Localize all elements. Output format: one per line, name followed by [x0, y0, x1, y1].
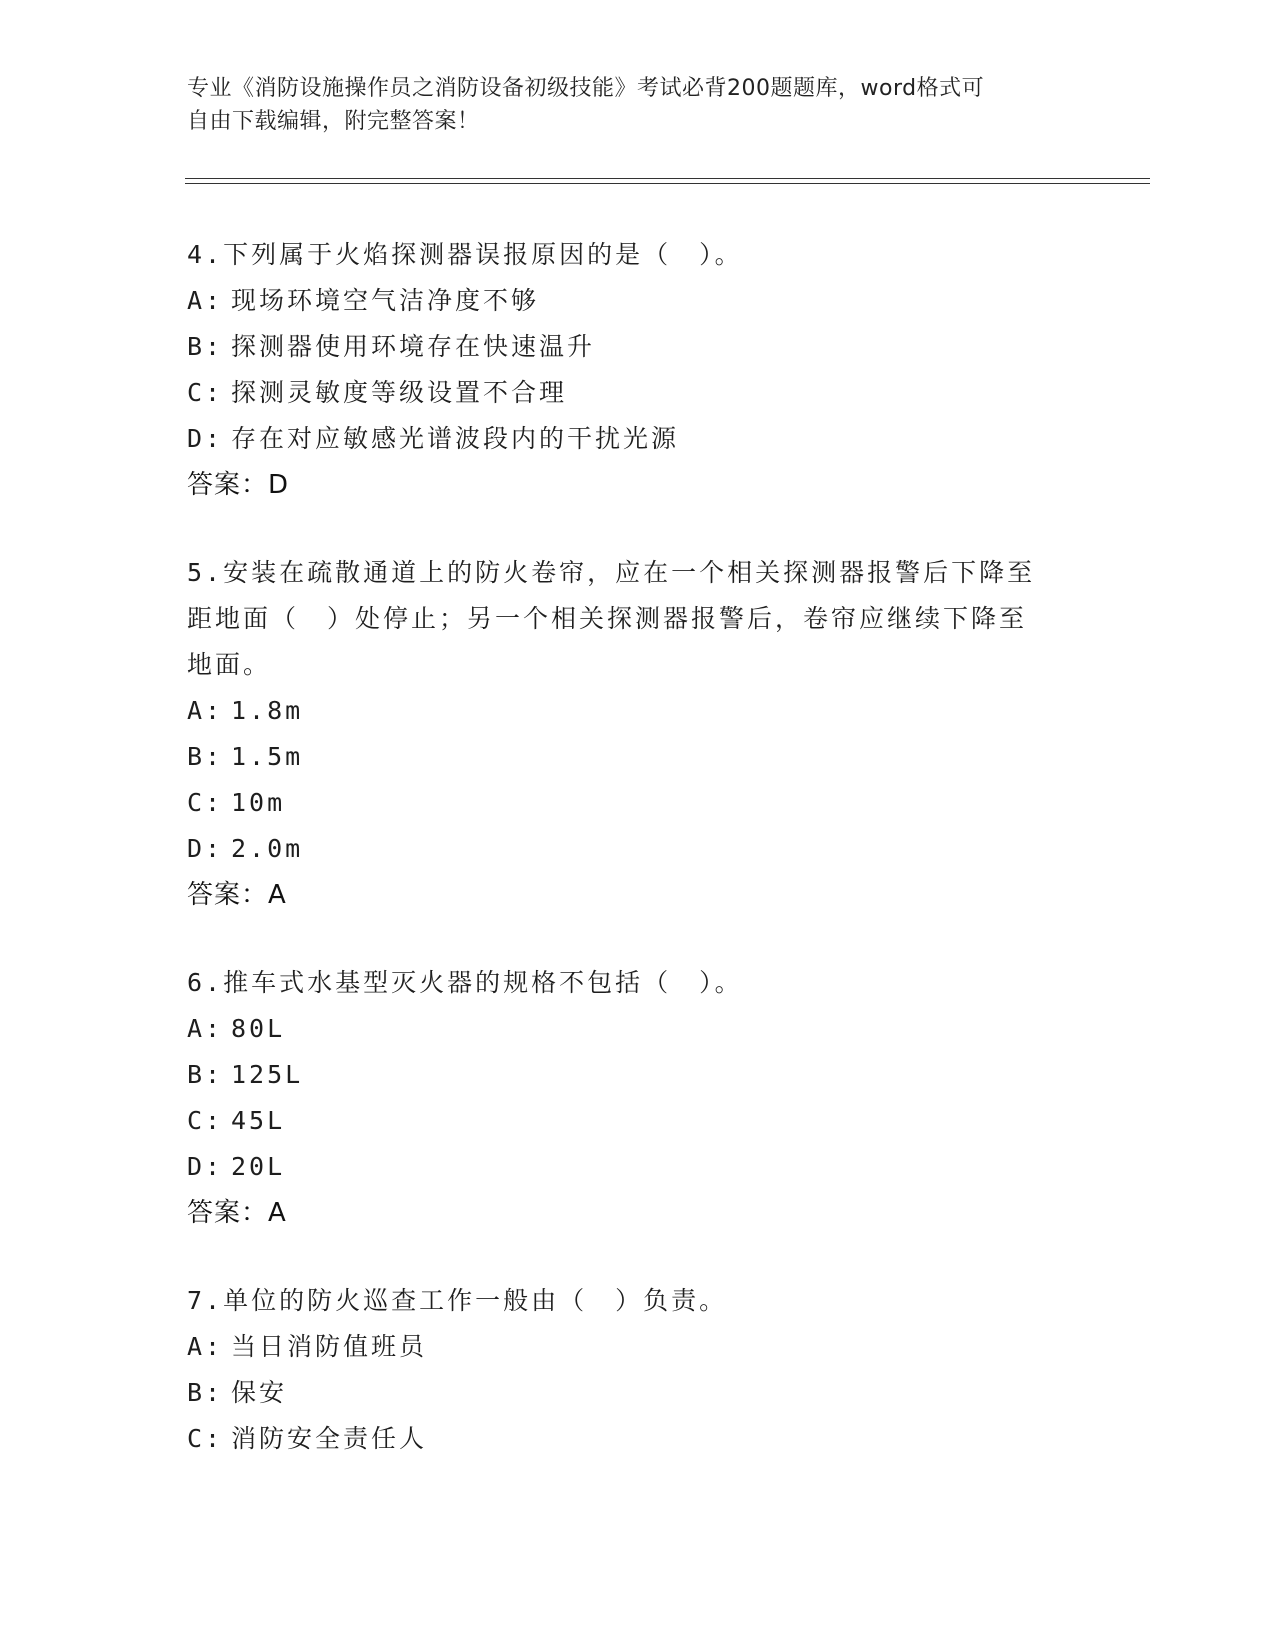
option-key: B:	[187, 1378, 224, 1407]
option-c	[187, 1098, 1087, 1144]
option-a	[187, 278, 1087, 324]
option-text: 探测器使用环境存在快速温升	[231, 332, 596, 361]
option-key: C:	[187, 1106, 224, 1135]
answer-line	[187, 462, 1087, 508]
question-stem-line-1: 5.安装在疏散通道上的防火卷帘，应在一个相关探测器报警后下降至	[187, 558, 1036, 587]
option-b	[187, 734, 1087, 780]
option-d	[187, 826, 1087, 872]
answer-line	[187, 1190, 1087, 1236]
answer-line	[187, 872, 1087, 918]
header-rule-top	[185, 178, 1150, 179]
answer-label: 答案：	[187, 1198, 269, 1228]
option-text: 现场环境空气洁净度不够	[231, 286, 540, 315]
question-stem: 4.下列属于火焰探测器误报原因的是（ ）。	[187, 240, 743, 269]
option-text: 1.8m	[231, 696, 304, 725]
option-a	[187, 1006, 1087, 1052]
option-key: A:	[187, 696, 224, 725]
option-d	[187, 1144, 1087, 1190]
option-text: 20L	[231, 1152, 286, 1181]
option-key: A:	[187, 1014, 224, 1043]
option-text: 45L	[231, 1106, 286, 1135]
question-4	[187, 232, 1087, 508]
option-text: 2.0m	[231, 834, 304, 863]
option-b	[187, 324, 1087, 370]
option-key: C:	[187, 1424, 224, 1453]
option-key: A:	[187, 286, 224, 315]
question-stem: 7.单位的防火巡查工作一般由（ ）负责。	[187, 1286, 728, 1315]
question-stem: 6.推车式水基型灭火器的规格不包括（ ）。	[187, 968, 743, 997]
option-b	[187, 1052, 1087, 1098]
option-key: C:	[187, 788, 224, 817]
question-list	[187, 232, 1087, 1504]
option-c	[187, 780, 1087, 826]
option-text: 消防安全责任人	[231, 1424, 428, 1453]
option-key: D:	[187, 834, 224, 863]
header-title-line-1: 专业《消防设施操作员之消防设备初级技能》考试必背200题题库，word格式可	[187, 76, 985, 101]
option-c	[187, 1416, 1087, 1462]
option-text: 当日消防值班员	[231, 1332, 428, 1361]
header-title-line-2: 自由下载编辑，附完整答案！	[187, 109, 480, 134]
option-a	[187, 688, 1087, 734]
question-stem-line-3: 地面。	[187, 650, 272, 679]
option-key: A:	[187, 1332, 224, 1361]
option-b	[187, 1370, 1087, 1416]
answer-label: 答案：	[187, 880, 269, 910]
option-text: 80L	[231, 1014, 286, 1043]
option-text: 1.5m	[231, 742, 304, 771]
answer-value: A	[268, 1198, 287, 1228]
document-header	[187, 72, 1067, 138]
option-key: B:	[187, 332, 224, 361]
question-7	[187, 1278, 1087, 1462]
option-a	[187, 1324, 1087, 1370]
option-key: B:	[187, 742, 224, 771]
option-key: C:	[187, 378, 224, 407]
header-rule-bottom	[185, 183, 1150, 184]
answer-value: A	[268, 880, 287, 910]
option-d	[187, 416, 1087, 462]
answer-value: D	[268, 470, 290, 500]
question-stem-line-2: 距地面（ ）处停止；另一个相关探测器报警后，卷帘应继续下降至	[187, 604, 1028, 633]
option-text: 探测灵敏度等级设置不合理	[231, 378, 568, 407]
option-key: D:	[187, 424, 224, 453]
option-text: 存在对应敏感光谱波段内的干扰光源	[231, 424, 680, 453]
option-text: 保安	[231, 1378, 288, 1407]
question-6	[187, 960, 1087, 1236]
option-key: D:	[187, 1152, 224, 1181]
answer-label: 答案：	[187, 470, 269, 500]
question-5	[187, 550, 1087, 918]
option-c	[187, 370, 1087, 416]
option-text: 125L	[231, 1060, 304, 1089]
option-text: 10m	[231, 788, 286, 817]
option-key: B:	[187, 1060, 224, 1089]
